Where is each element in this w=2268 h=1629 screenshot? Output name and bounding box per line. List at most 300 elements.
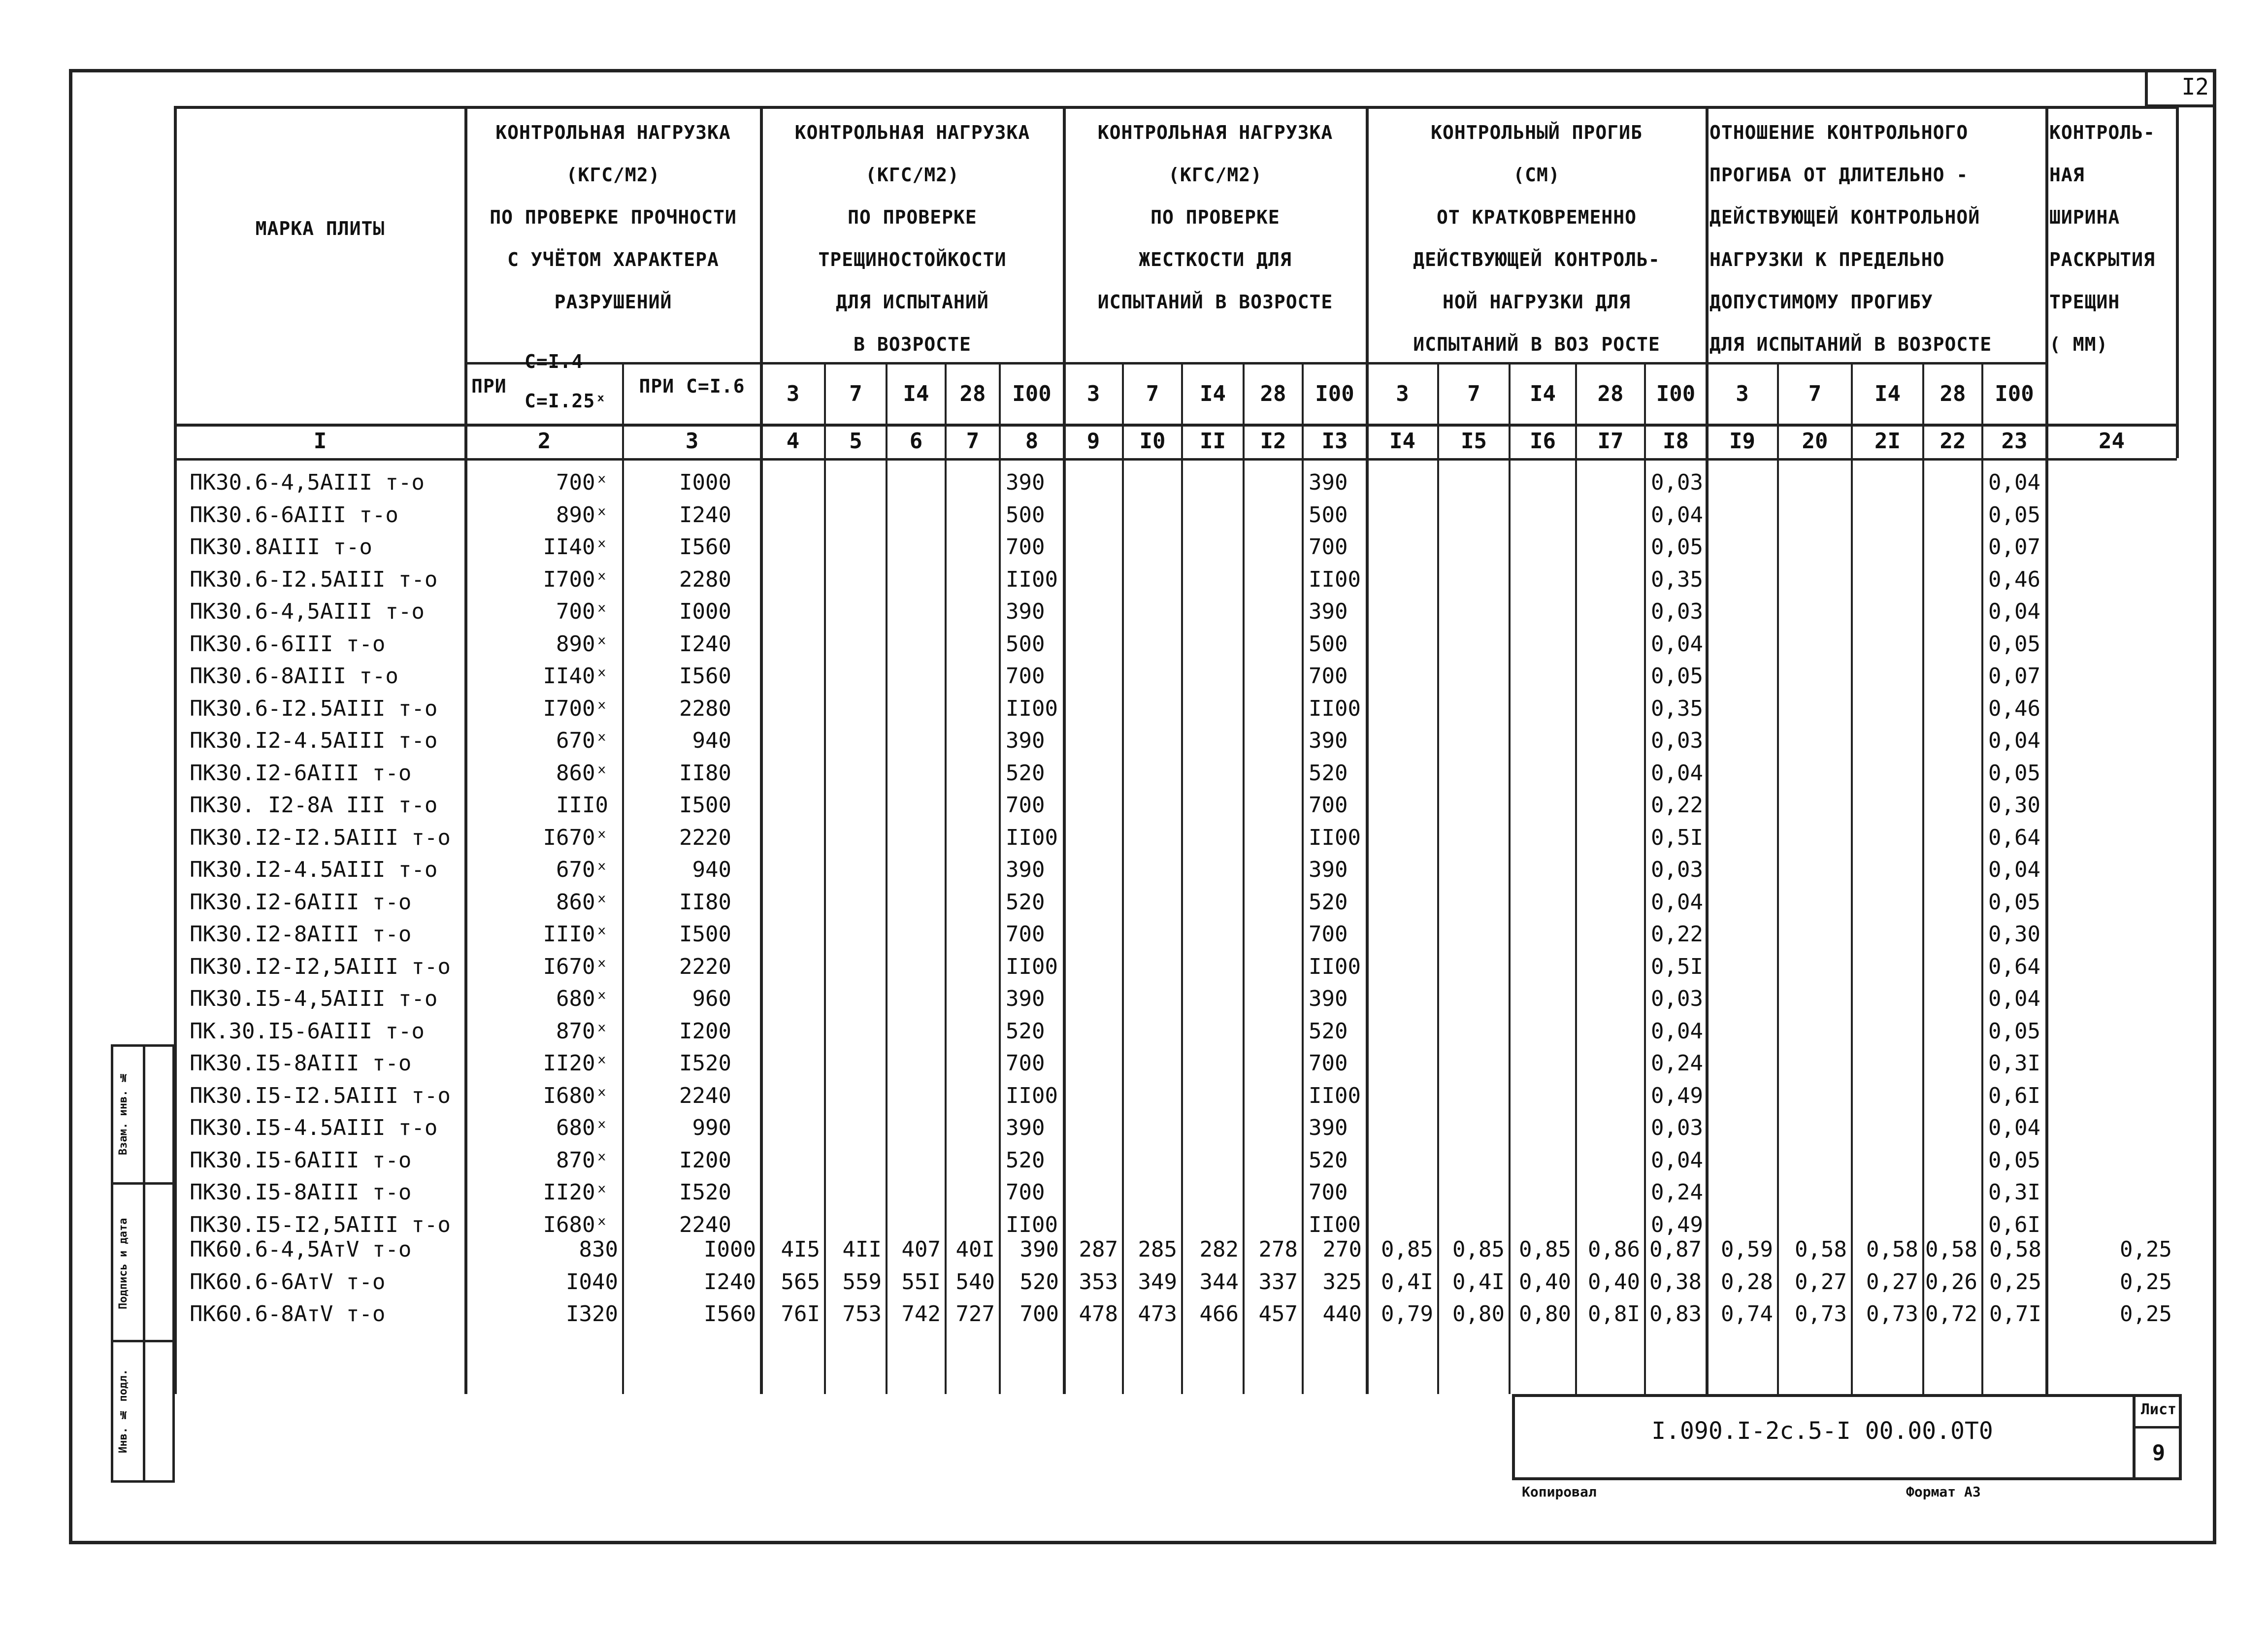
table-cell: 0,05 — [1651, 664, 1703, 689]
table-cell: 700 — [1309, 1180, 1348, 1205]
table-cell: 0,28 — [1721, 1269, 1773, 1295]
table-cell: 390 — [1309, 728, 1348, 753]
table-cell: 0,04 — [1651, 760, 1703, 786]
table-cell: 0,03 — [1651, 599, 1703, 624]
column-number: I7 — [1597, 429, 1624, 454]
header-crack-width: НАЯ — [2049, 164, 2085, 186]
table-cell: 0,07 — [1988, 664, 2040, 689]
header-ratio: НАГРУЗКИ К ПРЕДЕЛЬНО — [1709, 249, 1945, 270]
table-row-name: ПК30.8АIII т-о — [190, 534, 372, 560]
table-cell: 870ˣ — [556, 1147, 608, 1173]
table-cell: 0,04 — [1651, 1147, 1703, 1173]
table-cell: 0,80 — [1452, 1301, 1505, 1327]
table-cell: 0,73 — [1795, 1301, 1847, 1327]
table-row-name: ПК60.6-6АтV т-о — [190, 1269, 386, 1295]
column-number: 24 — [2099, 429, 2125, 454]
table-row-name: ПК30.I2-4.5АIII т-о — [190, 728, 438, 753]
table-cell: 0,03 — [1651, 470, 1703, 495]
table-cell: I500 — [679, 922, 731, 947]
header-age-label: I4 — [1530, 381, 1556, 406]
table-cell: 500 — [1309, 502, 1348, 528]
table-cell: 700 — [1006, 922, 1045, 947]
column-number: I4 — [1389, 429, 1415, 454]
table-cell: 700 — [1309, 534, 1348, 560]
table-cell: II00 — [1006, 1083, 1058, 1108]
table-cell: 2240 — [679, 1212, 731, 1237]
column-rule — [2176, 106, 2179, 458]
header-age-label: 3 — [1736, 381, 1749, 406]
table-cell: 520 — [1006, 889, 1045, 915]
header-deflection: (СМ) — [1513, 164, 1560, 186]
table-cell: 500 — [1006, 502, 1045, 528]
header-age-label: 3 — [786, 381, 800, 406]
side-label-podpis: Подпись и дата — [117, 1218, 130, 1309]
header-ratio: ДЕЙСТВУЮЩЕЙ КОНТРОЛЬНОЙ — [1709, 206, 1980, 228]
header-strength: КОНТРОЛЬНАЯ НАГРУЗКА — [495, 122, 731, 143]
table-cell: 390 — [1006, 857, 1045, 882]
column-number: 9 — [1086, 429, 1100, 454]
table-cell: 0,5I — [1651, 954, 1703, 979]
table-cell: II80 — [679, 760, 731, 786]
table-cell: 700 — [1006, 1180, 1045, 1205]
table-cell: 0,58 — [1989, 1237, 2041, 1262]
table-cell: II00 — [1006, 954, 1058, 979]
table-cell: 2240 — [679, 1083, 731, 1108]
table-row-name: ПК30.I2-4.5АIII т-о — [190, 857, 438, 882]
table-cell: 270 — [1322, 1237, 1362, 1262]
header-age-label: 7 — [1467, 381, 1480, 406]
header-ratio: ДОПУСТИМОМУ ПРОГИБУ — [1709, 291, 1933, 313]
table-cell: 830 — [579, 1237, 618, 1262]
table-cell: 0,04 — [1651, 502, 1703, 528]
table-cell: 520 — [1006, 760, 1045, 786]
table-cell: 700 — [1006, 664, 1045, 689]
header-age-label: 7 — [1146, 381, 1159, 406]
table-cell: II00 — [1006, 696, 1058, 721]
table-cell: 0,85 — [1452, 1237, 1505, 1262]
table-cell: 344 — [1199, 1269, 1239, 1295]
table-cell: 0,05 — [1988, 631, 2040, 657]
table-cell: 700 — [1006, 1051, 1045, 1076]
header-age-label: 7 — [1808, 381, 1822, 406]
table-cell: 990 — [692, 1115, 731, 1140]
table-cell: I520 — [679, 1051, 731, 1076]
table-cell: 520 — [1309, 1018, 1348, 1044]
table-cell: 0,24 — [1651, 1051, 1703, 1076]
table-cell: II40ˣ — [543, 664, 608, 689]
table-cell: I240 — [679, 631, 731, 657]
table-cell: 0,30 — [1988, 793, 2040, 818]
table-cell: 0,85 — [1519, 1237, 1571, 1262]
table-cell: 520 — [1006, 1018, 1045, 1044]
table-cell: 353 — [1079, 1269, 1118, 1295]
table-cell: 0,72 — [1925, 1301, 1977, 1327]
table-cell: 0,58 — [1925, 1237, 1977, 1262]
header-age-label: 3 — [1396, 381, 1409, 406]
table-cell: 700 — [1019, 1301, 1059, 1327]
table-cell: 520 — [1006, 1147, 1045, 1173]
table-cell: 890ˣ — [556, 631, 608, 657]
table-cell: 520 — [1309, 889, 1348, 915]
header-crack-width: ШИРИНА — [2049, 206, 2120, 228]
table-cell: 407 — [901, 1237, 941, 1262]
header-age-label: 28 — [1597, 381, 1624, 406]
column-number: 6 — [909, 429, 923, 454]
table-cell: 0,04 — [1988, 986, 2040, 1011]
table-cell: 742 — [901, 1301, 941, 1327]
table-cell: II00 — [1309, 825, 1361, 850]
table-cell: II00 — [1309, 954, 1361, 979]
table-cell: I240 — [679, 502, 731, 528]
table-cell: 0,46 — [1988, 566, 2040, 592]
table-cell: I700ˣ — [543, 696, 608, 721]
table-cell: I680ˣ — [543, 1083, 608, 1108]
table-cell: 0,27 — [1795, 1269, 1847, 1295]
header-bottom-rule — [175, 458, 2177, 461]
table-cell: 0,03 — [1651, 1115, 1703, 1140]
table-cell: 0,25 — [2120, 1301, 2172, 1327]
table-cell: II00 — [1006, 825, 1058, 850]
table-cell: 700 — [1309, 664, 1348, 689]
header-age-label: I4 — [1200, 381, 1226, 406]
column-number: 3 — [685, 429, 699, 454]
table-cell: 282 — [1199, 1237, 1239, 1262]
table-cell: 670ˣ — [556, 857, 608, 882]
table-cell: 390 — [1019, 1237, 1059, 1262]
column-number: 4 — [786, 429, 800, 454]
side-label-inv: Инв. № подл. — [117, 1369, 130, 1454]
column-number: I9 — [1729, 429, 1755, 454]
header-strength: ПО ПРОВЕРКЕ ПРОЧНОСТИ — [490, 206, 737, 228]
table-cell: 473 — [1138, 1301, 1177, 1327]
header-deflection: ИСПЫТАНИЙ В ВОЗ РОСТЕ — [1413, 333, 1660, 355]
table-cell: 559 — [842, 1269, 882, 1295]
table-cell: I200 — [679, 1147, 731, 1173]
header-marka: МАРКА ПЛИТЫ — [255, 218, 385, 239]
table-cell: 870ˣ — [556, 1018, 608, 1044]
table-cell: 0,59 — [1721, 1237, 1773, 1262]
page-number: I2 — [2145, 69, 2214, 107]
header-deflection: НОЙ НАГРУЗКИ ДЛЯ — [1442, 291, 1631, 313]
table-cell: II00 — [1006, 566, 1058, 592]
table-cell: 700 — [1006, 534, 1045, 560]
table-cell: 0,05 — [1988, 502, 2040, 528]
header-crack: КОНТРОЛЬНАЯ НАГРУЗКА — [794, 122, 1030, 143]
table-cell: 0,22 — [1651, 922, 1703, 947]
table-row-name: ПК30.I5-I2.5АIII т-о — [190, 1083, 451, 1108]
table-cell: 0,05 — [1988, 1147, 2040, 1173]
table-cell: I000 — [679, 470, 731, 495]
table-cell: 0,04 — [1988, 599, 2040, 624]
table-cell: 76I — [781, 1301, 820, 1327]
table-cell: 0,8I — [1588, 1301, 1640, 1327]
table-cell: 0,4I — [1381, 1269, 1433, 1295]
table-cell: 500 — [1309, 631, 1348, 657]
table-cell: 55I — [901, 1269, 941, 1295]
table-cell: 700 — [1309, 922, 1348, 947]
column-number: I — [313, 429, 327, 454]
table-row-name: ПК60.6-8АтV т-о — [190, 1301, 386, 1327]
table-cell: 520 — [1309, 760, 1348, 786]
header-stiffness: (КГС/М2) — [1168, 164, 1263, 186]
column-number: 7 — [966, 429, 980, 454]
table-cell: I560 — [679, 534, 731, 560]
header-strength-sub1: ПРИ — [471, 375, 507, 397]
table-row-name: ПК30. I2-8А III т-о — [190, 793, 438, 818]
table-cell: 0,04 — [1988, 1115, 2040, 1140]
table-cell: 278 — [1258, 1237, 1298, 1262]
table-cell: I700ˣ — [543, 566, 608, 592]
table-cell: I670ˣ — [543, 954, 608, 979]
table-cell: 2280 — [679, 566, 731, 592]
column-number: 8 — [1025, 429, 1039, 454]
table-cell: II20ˣ — [543, 1051, 608, 1076]
header-age-label: I00 — [1995, 381, 2034, 406]
table-cell: II00 — [1309, 696, 1361, 721]
header-age-label: 28 — [1939, 381, 1966, 406]
table-cell: 0,05 — [1651, 534, 1703, 560]
header-crack-width: КОНТРОЛЬ- — [2049, 122, 2155, 143]
table-cell: II00 — [1309, 1083, 1361, 1108]
table-cell: 0,58 — [1795, 1237, 1847, 1262]
table-row-name: ПК30.I2-6АIII т-о — [190, 760, 412, 786]
table-cell: I520 — [679, 1180, 731, 1205]
table-cell: 390 — [1309, 986, 1348, 1011]
table-cell: 0,38 — [1649, 1269, 1702, 1295]
header-crack-width: РАСКРЫТИЯ — [2049, 249, 2155, 270]
table-row-name: ПК30.I2-6АIII т-о — [190, 889, 412, 915]
table-cell: 0,03 — [1651, 986, 1703, 1011]
table-cell: 390 — [1309, 470, 1348, 495]
table-cell: 0,64 — [1988, 954, 2040, 979]
format-label: Формат А3 — [1906, 1484, 1981, 1500]
table-cell: 940 — [692, 857, 731, 882]
table-cell: 700 — [1006, 793, 1045, 818]
table-cell: 0,35 — [1651, 696, 1703, 721]
header-stiffness: КОНТРОЛЬНАЯ НАГРУЗКА — [1097, 122, 1333, 143]
table-cell: 0,27 — [1866, 1269, 1918, 1295]
header-deflection: ДЕЙСТВУЮЩЕЙ КОНТРОЛЬ- — [1413, 249, 1660, 270]
table-cell: 0,3I — [1988, 1180, 2040, 1205]
header-strength-sub2: ПРИ C=I.6 — [639, 375, 745, 397]
header-crack-width: ( ММ) — [2049, 333, 2108, 355]
table-cell: 0,40 — [1588, 1269, 1640, 1295]
column-number: I3 — [1321, 429, 1348, 454]
table-row-name: ПК30.I5-6АIII т-о — [190, 1147, 412, 1173]
header-strength: (КГС/М2) — [566, 164, 660, 186]
header-age-label: 28 — [1260, 381, 1286, 406]
header-stiffness: ЖЕСТКОСТИ ДЛЯ — [1139, 249, 1292, 270]
header-age-label: I4 — [903, 381, 929, 406]
table-cell: 4I5 — [781, 1237, 820, 1262]
table-cell: 727 — [955, 1301, 995, 1327]
table-cell: I680ˣ — [543, 1212, 608, 1237]
table-cell: 0,05 — [1988, 760, 2040, 786]
table-cell: 0,26 — [1925, 1269, 1977, 1295]
table-cell: 390 — [1006, 470, 1045, 495]
table-cell: 0,04 — [1651, 631, 1703, 657]
table-cell: 700ˣ — [556, 470, 608, 495]
table-cell: 0,46 — [1988, 696, 2040, 721]
table-cell: II80 — [679, 889, 731, 915]
table-cell: 0,4I — [1452, 1269, 1505, 1295]
table-cell: 457 — [1258, 1301, 1298, 1327]
column-rule — [760, 106, 763, 1394]
side-label-vzam: Взам. инв. № — [117, 1071, 130, 1156]
column-number: I5 — [1461, 429, 1487, 454]
table-cell: 860ˣ — [556, 760, 608, 786]
header-crack: В ВОЗРОСТЕ — [854, 333, 971, 355]
table-cell: 0,73 — [1866, 1301, 1918, 1327]
header-age-label: 3 — [1086, 381, 1100, 406]
table-cell: 0,04 — [1988, 470, 2040, 495]
column-number: 2 — [537, 429, 551, 454]
header-ratio: ОТНОШЕНИЕ КОНТРОЛЬНОГО — [1709, 122, 1969, 143]
table-cell: II40ˣ — [543, 534, 608, 560]
table-cell: II00 — [1006, 1212, 1058, 1237]
table-cell: 0,49 — [1651, 1083, 1703, 1108]
table-cell: 0,74 — [1721, 1301, 1773, 1327]
table-row-name: ПК30.6-I2.5АIII т-о — [190, 696, 438, 721]
side-stamp-divider — [143, 1044, 145, 1483]
table-cell: 520 — [1309, 1147, 1348, 1173]
header-crack: ТРЕЩИНОСТОЙКОСТИ — [818, 249, 1007, 270]
table-row-name: ПК30.I5-4.5АIII т-о — [190, 1115, 438, 1140]
table-row-name: ПК30.6-6АIII т-о — [190, 502, 398, 528]
table-cell: 0,04 — [1988, 728, 2040, 753]
table-cell: 0,85 — [1381, 1237, 1433, 1262]
table-cell: I000 — [679, 599, 731, 624]
header-crack: ПО ПРОВЕРКЕ — [848, 206, 977, 228]
side-stamp-divider — [111, 1340, 175, 1342]
table-cell: 478 — [1079, 1301, 1118, 1327]
header-age-label: I00 — [1012, 381, 1052, 406]
table-cell: I500 — [679, 793, 731, 818]
column-number: 5 — [849, 429, 862, 454]
table-cell: 337 — [1258, 1269, 1298, 1295]
table-cell: 0,25 — [2120, 1237, 2172, 1262]
column-number: 20 — [1802, 429, 1828, 454]
table-cell: 390 — [1006, 728, 1045, 753]
table-cell: 440 — [1322, 1301, 1362, 1327]
table-cell: 0,6I — [1988, 1083, 2040, 1108]
table-cell: 0,58 — [1866, 1237, 1918, 1262]
table-cell: 565 — [781, 1269, 820, 1295]
table-cell: 0,64 — [1988, 825, 2040, 850]
table-cell: I200 — [679, 1018, 731, 1044]
table-cell: 520 — [1019, 1269, 1059, 1295]
table-cell: 860ˣ — [556, 889, 608, 915]
header-age-label: 28 — [959, 381, 986, 406]
table-cell: 285 — [1138, 1237, 1177, 1262]
table-cell: 0,6I — [1988, 1212, 2040, 1237]
table-cell: 2280 — [679, 696, 731, 721]
header-ratio: ПРОГИБА ОТ ДЛИТЕЛЬНО - — [1709, 164, 1969, 186]
table-row-name: ПК30.6-8АIII т-о — [190, 664, 398, 689]
table-cell: 390 — [1006, 599, 1045, 624]
table-row-name: ПК30.I5-4,5АIII т-о — [190, 986, 438, 1011]
column-number: I2 — [1260, 429, 1286, 454]
table-cell: 0,03 — [1651, 857, 1703, 882]
table-cell: 0,22 — [1651, 793, 1703, 818]
table-row-name: ПК30.I5-8АIII т-о — [190, 1180, 412, 1205]
table-cell: 0,3I — [1988, 1051, 2040, 1076]
column-number: 2I — [1874, 429, 1901, 454]
table-cell: III0ˣ — [543, 922, 608, 947]
table-cell: 0,05 — [1988, 889, 2040, 915]
table-cell: 40I — [955, 1237, 995, 1262]
table-cell: 390 — [1006, 986, 1045, 1011]
table-cell: 0,04 — [1988, 857, 2040, 882]
header-ratio: ДЛЯ ИСПЫТАНИЙ В ВОЗРОСТЕ — [1709, 333, 1992, 355]
table-cell: 325 — [1322, 1269, 1362, 1295]
table-cell: I560 — [704, 1301, 756, 1327]
table-cell: 0,25 — [1989, 1269, 2041, 1295]
table-cell: 390 — [1006, 1115, 1045, 1140]
title-block-divider — [2133, 1426, 2182, 1429]
table-cell: 390 — [1309, 857, 1348, 882]
table-cell: 0,7I — [1989, 1301, 2041, 1327]
table-row-name: ПК30.I2-I2,5АIII т-о — [190, 954, 451, 979]
column-number: I0 — [1139, 429, 1166, 454]
header-deflection: ОТ КРАТКОВРЕМЕННО — [1437, 206, 1637, 228]
table-cell: 0,04 — [1651, 1018, 1703, 1044]
table-cell: 4II — [842, 1237, 882, 1262]
header-stiffness: ПО ПРОВЕРКЕ — [1150, 206, 1280, 228]
table-cell: II20ˣ — [543, 1180, 608, 1205]
table-cell: 940 — [692, 728, 731, 753]
side-stamp-divider — [111, 1182, 175, 1185]
table-row-name: ПК.30.I5-6АIII т-о — [190, 1018, 425, 1044]
table-row-name: ПК30.I2-I2.5АIII т-о — [190, 825, 451, 850]
column-number: 22 — [1939, 429, 1966, 454]
sheet-label: Лист — [2140, 1401, 2177, 1418]
table-cell: 540 — [955, 1269, 995, 1295]
table-row-name: ПК30.I5-8АIII т-о — [190, 1051, 412, 1076]
table-cell: 0,35 — [1651, 566, 1703, 592]
column-number: II — [1200, 429, 1226, 454]
table-cell: 0,30 — [1988, 922, 2040, 947]
table-cell: 287 — [1079, 1237, 1118, 1262]
column-number: I6 — [1530, 429, 1556, 454]
table-cell: 0,03 — [1651, 728, 1703, 753]
table-cell: III0 — [556, 793, 608, 818]
table-cell: 2220 — [679, 825, 731, 850]
table-top-rule — [175, 106, 2177, 109]
table-cell: 680ˣ — [556, 1115, 608, 1140]
header-age-label: I00 — [1656, 381, 1696, 406]
table-cell: I240 — [704, 1269, 756, 1295]
table-cell: I000 — [704, 1237, 756, 1262]
table-row-name: ПК30.6-4,5АIII т-о — [190, 599, 425, 624]
table-cell: I320 — [566, 1301, 618, 1327]
table-cell: 890ˣ — [556, 502, 608, 528]
table-cell: II00 — [1309, 1212, 1361, 1237]
table-cell: 0,86 — [1588, 1237, 1640, 1262]
table-cell: 0,25 — [2120, 1269, 2172, 1295]
table-row-name: ПК30.I5-I2,5АIII т-о — [190, 1212, 451, 1237]
column-number: 23 — [2001, 429, 2028, 454]
table-cell: 700ˣ — [556, 599, 608, 624]
table-cell: 390 — [1309, 599, 1348, 624]
header-age-label: I00 — [1315, 381, 1354, 406]
header-deflection: КОНТРОЛЬНЫЙ ПРОГИБ — [1431, 122, 1643, 143]
table-cell: 0,49 — [1651, 1212, 1703, 1237]
table-cell: I670ˣ — [543, 825, 608, 850]
table-cell: 0,05 — [1988, 1018, 2040, 1044]
header-crack: (КГС/М2) — [865, 164, 960, 186]
table-cell: 700 — [1309, 1051, 1348, 1076]
